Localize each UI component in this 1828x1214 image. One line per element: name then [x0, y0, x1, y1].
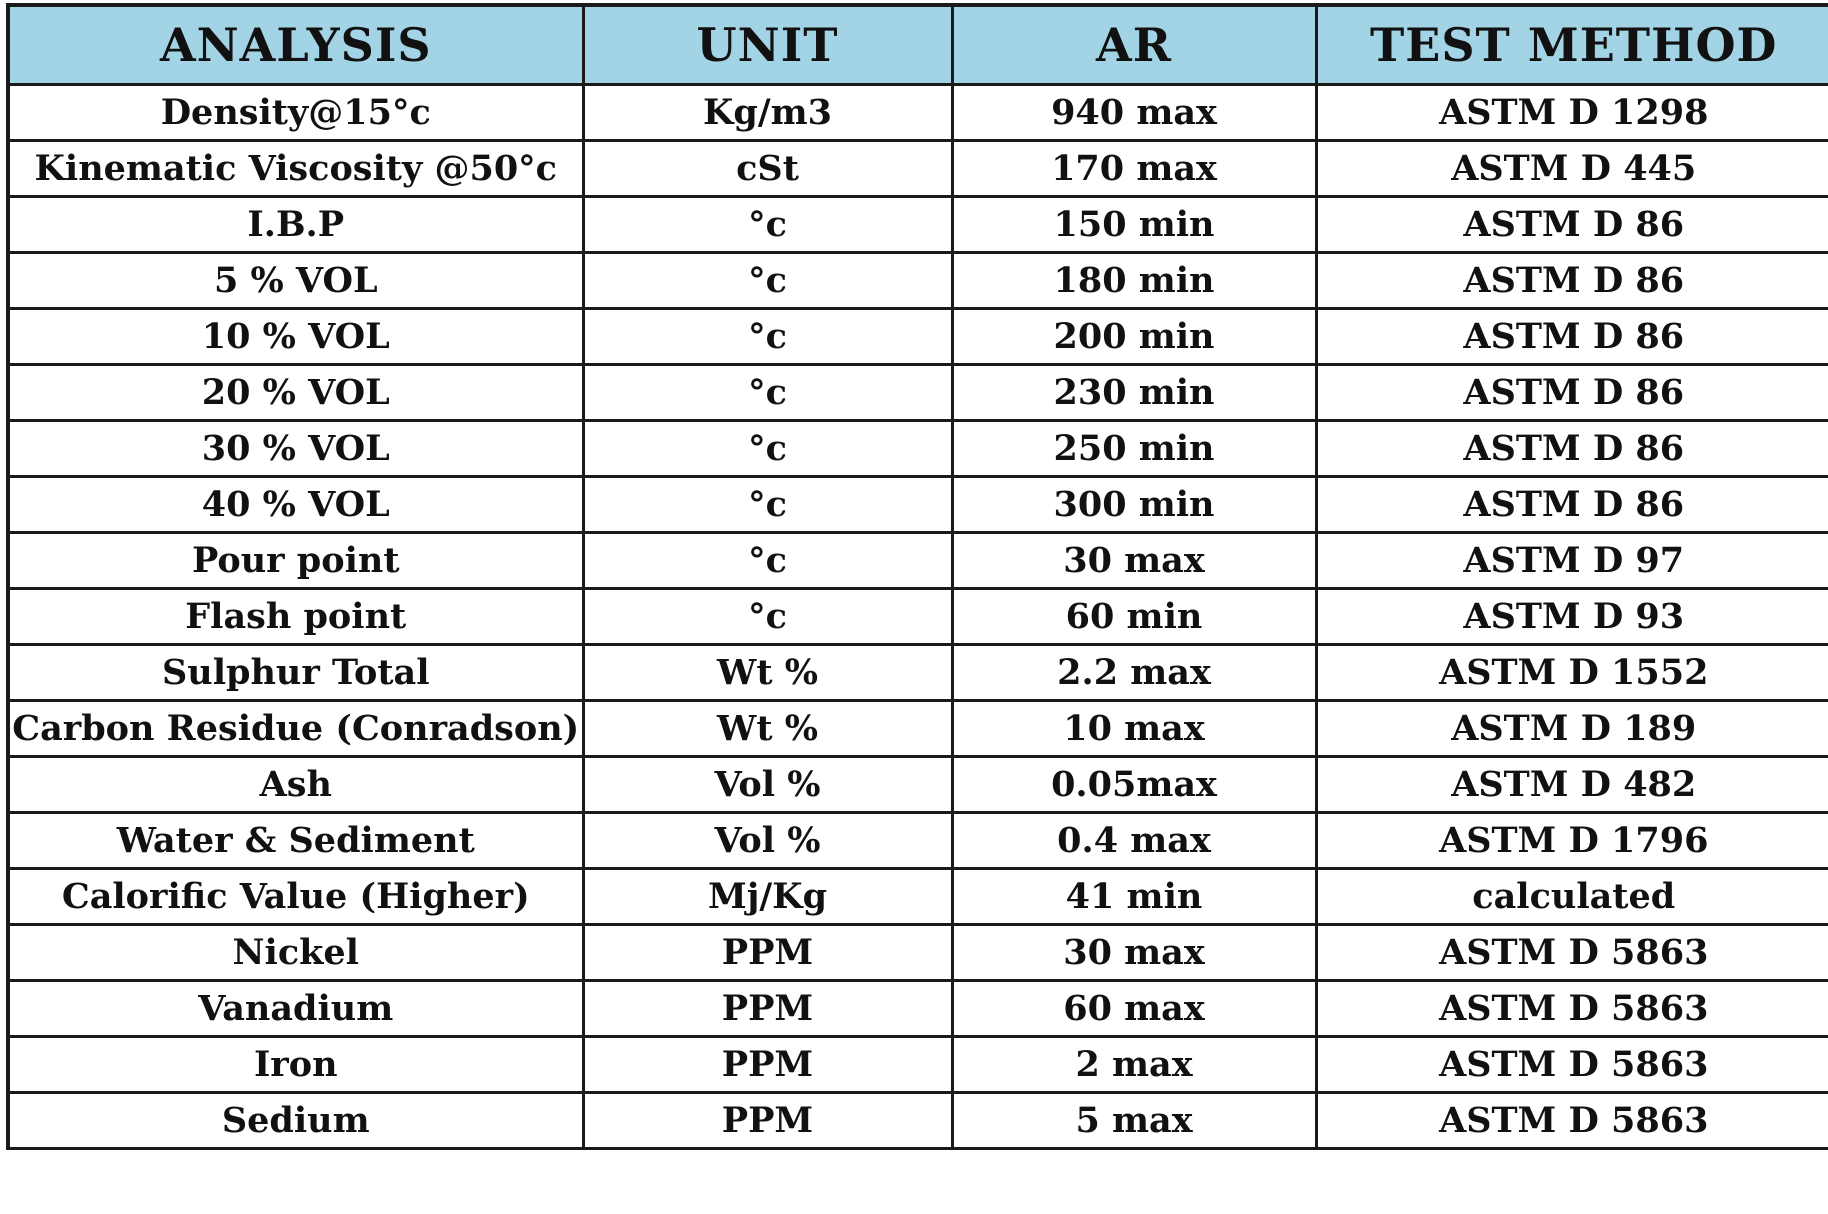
unit-cell: °c: [583, 309, 952, 365]
ar-cell: 41 min: [952, 869, 1316, 925]
analysis-cell: Sedium: [8, 1093, 583, 1149]
unit-cell: °c: [583, 365, 952, 421]
unit-cell: °c: [583, 533, 952, 589]
table-row: [8, 869, 1828, 925]
test-method-cell: ASTM D 86: [1316, 365, 1828, 421]
table-row: [8, 981, 1828, 1037]
unit-cell: Kg/m3: [583, 85, 952, 141]
analysis-cell: Calorific Value (Higher): [8, 869, 583, 925]
unit-cell: PPM: [583, 925, 952, 981]
ar-cell: 300 min: [952, 477, 1316, 533]
analysis-cell: Water & Sediment: [8, 813, 583, 869]
header-ar: AR: [952, 5, 1316, 85]
ar-cell: 2.2 max: [952, 645, 1316, 701]
test-method-cell: ASTM D 97: [1316, 533, 1828, 589]
table-row: [8, 421, 1828, 477]
ar-cell: 30 max: [952, 925, 1316, 981]
ar-cell: 60 max: [952, 981, 1316, 1037]
table-row: [8, 925, 1828, 981]
unit-cell: °c: [583, 589, 952, 645]
test-method-cell: ASTM D 86: [1316, 197, 1828, 253]
unit-cell: Wt %: [583, 645, 952, 701]
ar-cell: 940 max: [952, 85, 1316, 141]
ar-cell: 60 min: [952, 589, 1316, 645]
test-method-cell: ASTM D 86: [1316, 421, 1828, 477]
analysis-cell: 40 % VOL: [8, 477, 583, 533]
test-method-cell: ASTM D 93: [1316, 589, 1828, 645]
table-row: [8, 1037, 1828, 1093]
unit-cell: Vol %: [583, 757, 952, 813]
analysis-cell: Sulphur Total: [8, 645, 583, 701]
table-row: [8, 1093, 1828, 1149]
table-row: [8, 589, 1828, 645]
table-row: [8, 85, 1828, 141]
table-header: [8, 5, 1828, 85]
analysis-cell: Density@15°c: [8, 85, 583, 141]
analysis-cell: 10 % VOL: [8, 309, 583, 365]
analysis-cell: Vanadium: [8, 981, 583, 1037]
analysis-cell: Carbon Residue (Conradson): [8, 701, 583, 757]
ar-cell: 250 min: [952, 421, 1316, 477]
header-test-method: TEST METHOD: [1316, 5, 1828, 85]
unit-cell: Mj/Kg: [583, 869, 952, 925]
test-method-cell: ASTM D 86: [1316, 253, 1828, 309]
table-row: [8, 645, 1828, 701]
test-method-cell: ASTM D 1796: [1316, 813, 1828, 869]
ar-cell: 10 max: [952, 701, 1316, 757]
table-row: [8, 477, 1828, 533]
ar-cell: 180 min: [952, 253, 1316, 309]
unit-cell: °c: [583, 421, 952, 477]
test-method-cell: ASTM D 5863: [1316, 1093, 1828, 1149]
analysis-cell: Iron: [8, 1037, 583, 1093]
analysis-cell: 5 % VOL: [8, 253, 583, 309]
table-row: [8, 253, 1828, 309]
test-method-cell: ASTM D 86: [1316, 477, 1828, 533]
test-method-cell: ASTM D 189: [1316, 701, 1828, 757]
test-method-cell: ASTM D 1298: [1316, 85, 1828, 141]
unit-cell: °c: [583, 477, 952, 533]
ar-cell: 0.05max: [952, 757, 1316, 813]
analysis-cell: I.B.P: [8, 197, 583, 253]
unit-cell: Wt %: [583, 701, 952, 757]
analysis-cell: Pour point: [8, 533, 583, 589]
specification-table: [6, 3, 1828, 1150]
table-row: [8, 309, 1828, 365]
unit-cell: °c: [583, 197, 952, 253]
table-row: [8, 813, 1828, 869]
table-row: [8, 533, 1828, 589]
analysis-cell: Ash: [8, 757, 583, 813]
ar-cell: 0.4 max: [952, 813, 1316, 869]
table-body: [8, 85, 1828, 1149]
ar-cell: 5 max: [952, 1093, 1316, 1149]
ar-cell: 150 min: [952, 197, 1316, 253]
table-row: [8, 141, 1828, 197]
table-row: [8, 197, 1828, 253]
table-row: [8, 701, 1828, 757]
test-method-cell: calculated: [1316, 869, 1828, 925]
ar-cell: 200 min: [952, 309, 1316, 365]
unit-cell: °c: [583, 253, 952, 309]
unit-cell: Vol %: [583, 813, 952, 869]
analysis-cell: 20 % VOL: [8, 365, 583, 421]
unit-cell: PPM: [583, 1037, 952, 1093]
analysis-cell: 30 % VOL: [8, 421, 583, 477]
unit-cell: PPM: [583, 1093, 952, 1149]
test-method-cell: ASTM D 5863: [1316, 1037, 1828, 1093]
test-method-cell: ASTM D 1552: [1316, 645, 1828, 701]
test-method-cell: ASTM D 86: [1316, 309, 1828, 365]
ar-cell: 170 max: [952, 141, 1316, 197]
table-row: [8, 757, 1828, 813]
test-method-cell: ASTM D 5863: [1316, 981, 1828, 1037]
header-analysis: ANALYSIS: [8, 5, 583, 85]
header-row: [8, 5, 1828, 85]
ar-cell: 230 min: [952, 365, 1316, 421]
analysis-cell: Nickel: [8, 925, 583, 981]
test-method-cell: ASTM D 445: [1316, 141, 1828, 197]
ar-cell: 2 max: [952, 1037, 1316, 1093]
ar-cell: 30 max: [952, 533, 1316, 589]
analysis-cell: Flash point: [8, 589, 583, 645]
unit-cell: cSt: [583, 141, 952, 197]
header-unit: UNIT: [583, 5, 952, 85]
unit-cell: PPM: [583, 981, 952, 1037]
test-method-cell: ASTM D 5863: [1316, 925, 1828, 981]
table-row: [8, 365, 1828, 421]
test-method-cell: ASTM D 482: [1316, 757, 1828, 813]
analysis-cell: Kinematic Viscosity @50°c: [8, 141, 583, 197]
